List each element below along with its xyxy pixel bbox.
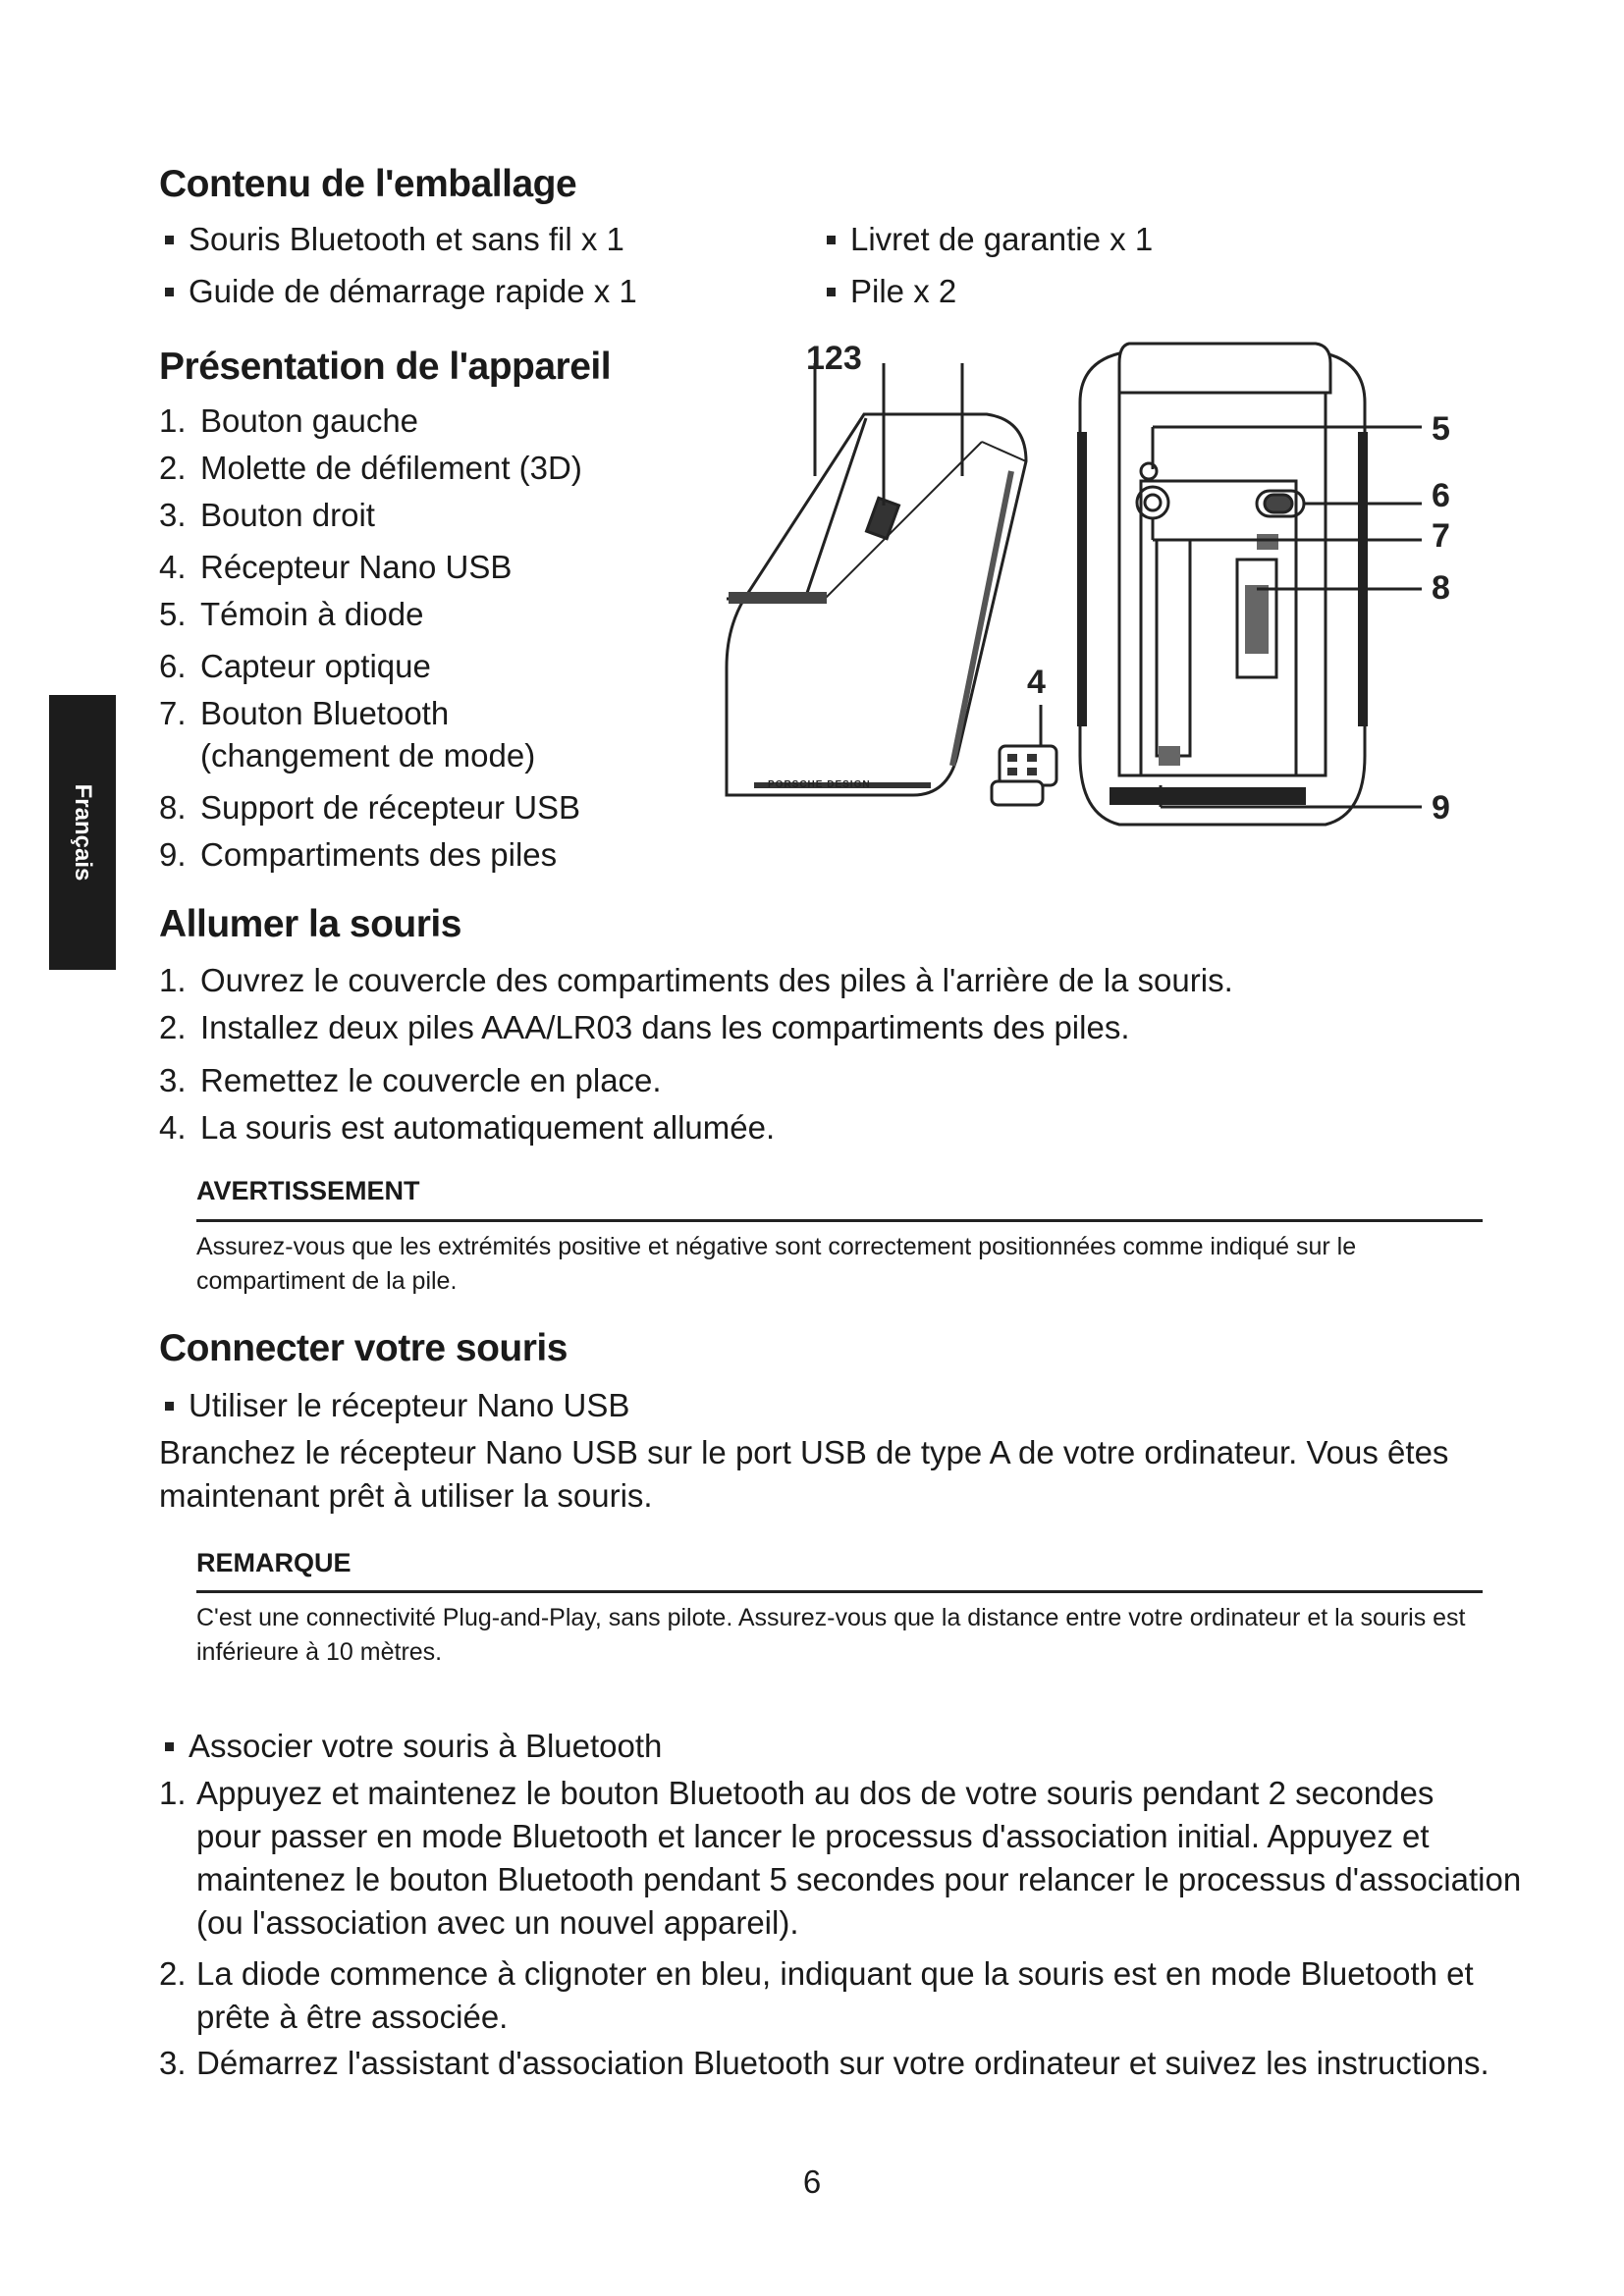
power-step: Remettez le couvercle en place.	[200, 1062, 662, 1098]
note-rule	[196, 1590, 1483, 1593]
item-number: 8.	[159, 789, 187, 826]
label-4: 4	[1027, 664, 1046, 701]
label-6: 6	[1432, 477, 1450, 514]
device-part: Capteur optique	[200, 648, 431, 684]
warning-rule	[196, 1219, 1483, 1222]
package-item: Souris Bluetooth et sans fil x 1	[189, 221, 624, 257]
device-part: Récepteur Nano USB	[200, 549, 513, 585]
usb-text-line: maintenant prêt à utiliser la souris.	[159, 1477, 653, 1514]
label-7: 7	[1432, 517, 1450, 555]
item-number: 5.	[159, 596, 187, 632]
device-part: Bouton Bluetooth	[200, 695, 450, 731]
device-part: Molette de défilement (3D)	[200, 450, 582, 486]
bt-step-line: pour passer en mode Bluetooth et lancer le processus d'association initial. Appuyez et	[196, 1818, 1430, 1854]
bt-step-line: Démarrez l'assistant d'association Bluetooth sur votre ordinateur et suivez les instructions.	[196, 2045, 1489, 2081]
bt-step-line: (ou l'association avec un nouvel appareil).	[196, 1904, 799, 1941]
label-5: 5	[1432, 410, 1450, 448]
language-tab-label: Français	[70, 783, 96, 881]
step-number: 1.	[159, 1775, 187, 1811]
mouse-top-view-illustration	[727, 363, 1026, 795]
step-number: 3.	[159, 1062, 187, 1098]
item-number: 2.	[159, 450, 187, 486]
device-part: Bouton gauche	[200, 402, 419, 439]
label-123: 123	[806, 340, 862, 377]
bt-step-line: maintenez le bouton Bluetooth pendant 5 secondes pour relancer le processus d'association	[196, 1861, 1522, 1897]
bt-step-line: La diode commence à clignoter en bleu, indiquant que la souris est en mode Bluetooth et	[196, 1955, 1474, 1992]
item-number: 7.	[159, 695, 187, 731]
bullet	[165, 1742, 174, 1751]
package-item: Pile x 2	[850, 273, 957, 309]
usb-bullet: Utiliser le récepteur Nano USB	[189, 1387, 630, 1423]
step-number: 2.	[159, 1955, 187, 1992]
label-8: 8	[1432, 569, 1450, 607]
device-part: Témoin à diode	[200, 596, 424, 632]
step-number: 1.	[159, 962, 187, 998]
device-title: Présentation de l'appareil	[159, 346, 612, 388]
item-number: 6.	[159, 648, 187, 684]
connect-title: Connecter votre souris	[159, 1327, 568, 1369]
bullet	[165, 236, 174, 244]
device-part: Support de récepteur USB	[200, 789, 581, 826]
device-part: Bouton droit	[200, 497, 375, 533]
bullet	[827, 288, 836, 296]
step-number: 4.	[159, 1109, 187, 1146]
bt-step-line: Appuyez et maintenez le bouton Bluetooth au dos de votre souris pendant 2 secondes	[196, 1775, 1435, 1811]
device-diagram	[687, 334, 1492, 844]
bt-bullet: Associer votre souris à Bluetooth	[189, 1728, 663, 1764]
power-title: Allumer la souris	[159, 903, 461, 945]
item-number: 9.	[159, 836, 187, 873]
step-number: 3.	[159, 2045, 187, 2081]
bullet	[827, 236, 836, 244]
page-number: 6	[802, 2163, 822, 2200]
device-part: Compartiments des piles	[200, 836, 558, 873]
power-step: Installez deux piles AAA/LR03 dans les compartiments des piles.	[200, 1009, 1130, 1045]
usb-receiver-illustration	[992, 705, 1056, 805]
bullet	[165, 288, 174, 296]
package-item: Guide de démarrage rapide x 1	[189, 273, 637, 309]
language-tab	[49, 695, 116, 970]
item-number: 1.	[159, 402, 187, 439]
label-9: 9	[1432, 789, 1450, 827]
brand-text: PORSCHE DESIGN	[768, 779, 871, 790]
power-step: La souris est automatiquement allumée.	[200, 1109, 776, 1146]
bt-step-line: prête à être associée.	[196, 1999, 509, 2035]
power-step: Ouvrez le couvercle des compartiments des piles à l'arrière de la souris.	[200, 962, 1233, 998]
warning-text: Assurez-vous que les extrémités positive et négative sont correctement positionnées comme indiqué sur le compartiment de la pile.	[196, 1233, 1357, 1295]
note-text: C'est une connectivité Plug-and-Play, sans pilote. Assurez-vous que la distance entre votre ordinateur et la souris est inférieure à 10 mètres.	[196, 1604, 1466, 1666]
package-title: Contenu de l'emballage	[159, 163, 577, 205]
note-title: REMARQUE	[196, 1548, 352, 1577]
item-number: 3.	[159, 497, 187, 533]
usb-text-line: Branchez le récepteur Nano USB sur le port USB de type A de votre ordinateur. Vous êtes	[159, 1434, 1449, 1470]
package-item: Livret de garantie x 1	[850, 221, 1154, 257]
item-number: 4.	[159, 549, 187, 585]
warning-title: AVERTISSEMENT	[196, 1176, 420, 1205]
bullet	[165, 1402, 174, 1411]
device-part-detail: (changement de mode)	[200, 737, 536, 774]
step-number: 2.	[159, 1009, 187, 1045]
mouse-bottom-view-illustration	[1080, 344, 1422, 825]
